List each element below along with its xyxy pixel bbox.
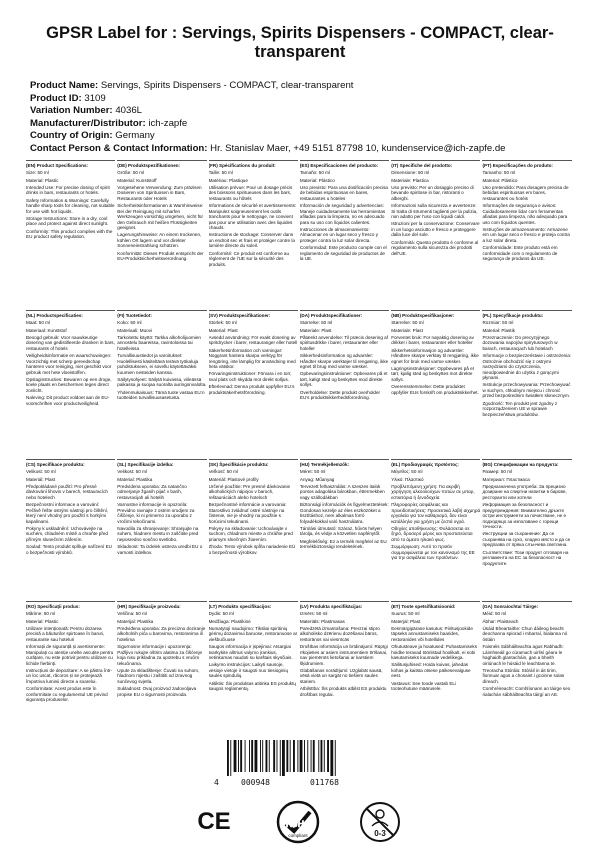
info-value: 3109 — [84, 92, 106, 104]
barcode-bar — [335, 740, 336, 776]
spec-line: Предназначена употреба: За прецизно дозиране на спиртни напитки в барове, ресторанти или хотели — [482, 483, 567, 500]
spec-band — [26, 160, 576, 306]
barcode-bar — [286, 740, 288, 772]
spec-line: Predviđena uporaba: Za precizno doziranje alkoholnih pića u barovima, restoranima ili hotelima — [117, 625, 206, 642]
spec-line: Biztonsági információk és figyelmeztetések: Gondosan kezelje az éles eszközöket a tisztításhoz, nem alkalmas forró folyadékokkal való használatra. — [299, 502, 389, 524]
barcode-digits-group-2: 011768 — [310, 778, 339, 787]
barcode-bar — [255, 740, 258, 772]
spec-line: Numatytoji naudojimo: Tiksliai spiritinių gėrimų dozavimui baruose, restoranuose ar viešbučiuose — [208, 625, 298, 642]
spec-cell — [391, 459, 480, 597]
barcode-bar — [280, 740, 281, 776]
spec-line: Sicherheitsinformationen & Warnhinweise: Bei der Reinigung mit scharfen Werkzeugen vorsichtig umgehen, nicht für den Gebrauch mit heißen Flüssigkeiten geeignet. — [117, 203, 204, 231]
spec-line: Maat: 50 ml — [26, 320, 50, 326]
spec-heading: (ET) Toote spetsifikatsioonid: — [391, 604, 456, 609]
spec-line: Instruções de armazenamento: Armazene em um lugar seco e fresco e proteja contra a luz solar direta. — [482, 226, 570, 243]
barcode-bar — [230, 740, 231, 776]
spec-line: Yhdenmukaisuus: Tämä tuote vastaa EU:n tuotteiden turvallisuusasetusta. — [117, 389, 205, 401]
barcode-bar — [304, 740, 305, 772]
spec-line: Przeznaczenie: Do precyzyjnego dozowania napojów spirytusowych w barach, restauracjach lub hotelach — [482, 334, 558, 351]
spec-line: Instrucțiuni de depozitare: A se păstra într-un loc uscat, răcoros și se protejează împotriva luminii directe a soarelui. — [26, 667, 113, 684]
spec-line: Navodila za shranjevanje: Shranjujte na suhem, hladnem mestu in zaščitite pred neposredno sončno svetlobo. — [117, 525, 199, 542]
info-label: Product Name: — [30, 80, 99, 91]
spec-line: Materiaali: Muovi — [117, 327, 153, 333]
spec-line: Turvallisuustiedot ja varoitukset: Huolellisesti käsiteltävä terävä työkaluja puhdistukseen, ei sovellu käytettäväksi kuumien nesteiden kanssa. — [117, 353, 199, 375]
rohs-text: RoHS — [285, 819, 311, 829]
spec-cell — [300, 160, 389, 306]
spec-heading: (IT) Specifiche del prodotto: — [391, 163, 453, 168]
spec-line: Bezpečnostné informácie a varovania: Starostlivo zvládnuť ostré nástroje na čistenie, nie je vhodný na použitie s horúcimi tekutinami. — [208, 502, 287, 524]
spec-line: Izmērs: 50 ml — [299, 611, 328, 617]
barcode-bar — [251, 740, 253, 772]
spec-line: Určené použitie: Pre presné dávkovanie alkoholických nápojov v baroch, reštauráciách alebo hoteloch — [208, 483, 291, 500]
spec-cell — [482, 459, 571, 597]
spec-heading: (PL) Specyfikacje produktu: — [482, 313, 544, 318]
spec-line: Instrucciones de almacenamiento: Almacenar en un lugar seco y fresco y proteger contra la luz solar directa. — [299, 226, 379, 243]
spec-heading: (FR) Spécifications du produit: — [208, 163, 276, 168]
spec-line: Lagringsinstruksjoner: Oppbevares på et tørt, kjølig sted og beskyttes mot direkte sollys. — [391, 365, 474, 382]
spec-line: Påtænkt anvendelse: Til præcis dosering af spiritusdrikke i barer, restauranter eller hoteller — [299, 334, 388, 351]
spec-heading: (NL) Productspecificaties: — [26, 313, 83, 318]
spec-heading: (PT) Especificações do produto: — [482, 163, 553, 168]
spec-line: Eesmärgipärane kasutus: Piiritusjookide täpseks annustamiseks baarides, restoranides või hotellides — [391, 625, 473, 642]
barcode-bar — [307, 740, 308, 772]
spec-line: Materiale: Plast — [299, 327, 332, 333]
spec-line: Vorgesehene Verwendung: Zum präzisen Dosieren von Spirituosen in Bars, Restaurants oder Hotels — [117, 184, 202, 201]
spec-line: Uso pretendido: Para dosagem precisa de bebidas espirituosas em bares, restaurantes ou hotéis — [482, 184, 569, 201]
spec-line: Ábhar: Plaisteach — [482, 618, 519, 624]
spec-line: Medžiaga: Plastikinė — [208, 618, 251, 624]
spec-cell — [482, 601, 571, 733]
spec-grid — [26, 160, 576, 737]
spec-line: Conformidade: Este produto está em conformidade com o regulamento de segurança de produtos da UE. — [482, 245, 558, 262]
spec-heading: (EL) Προδιαγραφές προϊόντος: — [391, 462, 459, 467]
spec-cell — [391, 160, 480, 306]
spec-line: Conformità: Questo prodotto è conforme al regolamento sulla sicurezza dei prodotti dell'UE. — [391, 239, 479, 256]
spec-heading: (ES) Especificaciones del producto: — [299, 163, 379, 168]
spec-cell — [26, 601, 115, 733]
spec-cell — [209, 459, 298, 597]
spec-line: Atbilstība: Šis produkts atbilst ES produktu drošības regulai. — [299, 686, 387, 697]
spec-line: Información de seguridad y advertencias: Maneje cuidadosamente las herramientas afiladas para la limpieza, no es adecuado para su uso con líquidos calientes. — [299, 203, 386, 225]
info-value: 4036L — [115, 105, 142, 116]
spec-line: Efterlevnad: Denna produkt uppfyller EU:s produktsäkerhetsförordning. — [208, 384, 295, 395]
spec-line: Tárolási útmutató: Száraz, hűvös helyen tárolja, és védje a közvetlen napfénytől. — [299, 525, 382, 537]
spec-line: Veľkosť: 50 ml — [208, 469, 238, 475]
spec-line: Materiale: Plastica — [391, 177, 429, 183]
spec-line: Conformitate: Acest produs este în conformitate cu regulamentul UE privind siguranța produselor. — [26, 686, 108, 703]
spec-heading: (RO) Specificații produs: — [26, 604, 80, 609]
barcode-bar — [234, 740, 237, 772]
spec-cell — [300, 310, 389, 455]
spec-line: Informations de sécurité et avertissements: Manipulez soigneusement les outils tranchants pour le nettoyage, ne convient pas pour une utilisation avec des liquides chauds. — [208, 203, 297, 231]
info-row — [30, 105, 580, 118]
spec-line: Material: Kunststoff — [117, 177, 157, 183]
spec-line: Informacje o bezpieczeństwie i ostrzeżenia: Ostrożnie obchodzić się z ostrymi narzędziami do czyszczenia, nieodpowiednie do użytku z gorącymi płynami. — [482, 353, 572, 381]
barcode-bar — [327, 740, 329, 772]
spec-line: Megfelelőség: Ez a termék megfelel az EU termékbiztonsági rendeletének. — [299, 538, 387, 550]
ce-mark-text: CE — [197, 808, 231, 835]
spec-line: Dydis: 50 ml — [208, 611, 234, 617]
spec-line: Size: 50 ml — [26, 170, 49, 176]
spec-line: Upute za skladištenje: Čuvati na suhom, hladnom mjestu i zaštititi od izravnog sunčevog svjetla. — [117, 667, 200, 684]
barcode-bar — [262, 740, 263, 772]
spec-heading: (LV) Produkta specifikācijas: — [299, 604, 363, 609]
spec-line: Storlek: 50 ml — [208, 320, 237, 326]
spec-line: Material: Plástico — [482, 177, 518, 183]
spec-cell — [391, 310, 480, 455]
rohs-sub-text: compliant — [288, 833, 308, 838]
spec-line: Material: Plastika — [117, 476, 153, 482]
spec-cell — [117, 310, 206, 455]
spec-line: Materiaal: Kunststof — [26, 327, 67, 333]
spec-line: Uso previsto: Per un dosaggio preciso di bevande spiritose in bar, ristoranti o alberghi. — [391, 184, 474, 201]
info-row — [30, 143, 580, 156]
spec-line: Størrelse: 50 ml — [391, 320, 424, 326]
spec-heading: (BG) Спецификации на продукта: — [482, 462, 559, 467]
spec-line: Sikkerhetsinformasjon og advarsler: Håndtere skarpe verktøy til rengjøring, ikke egnet for bruk med varme væsker. — [391, 347, 479, 364]
spec-line: Úsáid Bheartaithe: Chun dáileog beacht deochanna spiorad i mbarraí, bialanna nó óstáin — [482, 625, 568, 642]
barcode-bar — [266, 740, 268, 772]
spec-line: Predvidena uporaba: Za natančno odmerjanje žganih pijač v barih, restavracijah ali hotelih — [117, 483, 187, 500]
spec-line: Sikkerhedsinformation og advarsler: Håndter skarpe værktøjer til rengøring, ikke egnet til brug med varme væsker. — [299, 353, 389, 370]
spec-line: Instructions de stockage: Conserver dans un endroit sec et frais et protéger contre la lumière directe du soleil. — [208, 232, 295, 249]
spec-line: Säilytysohjeet: Säilytä kuivassa, viileässä paikassa ja suojaa suoralta auringonvalolta. — [117, 376, 207, 388]
spec-line: Comhréireacht: Comhlíonann an táirge seo rialachán sábháilteachta táirgí an AE. — [482, 686, 571, 697]
barcode-bar — [245, 740, 246, 772]
spec-line: Paredzētā izmantošana: Precīzai stipro alkoholisko dzērienu dozēšanai bāros, restorānos vai viesnīcās — [299, 625, 380, 642]
spec-heading: (HR) Specifikacije proizvoda: — [117, 604, 181, 609]
spec-cell — [482, 310, 571, 455]
barcode-bar — [297, 740, 298, 772]
spec-line: Vastavus: See toode vastab ELi tooteohutuse määrusele. — [391, 680, 456, 692]
info-value: Hr. Stanislav Maer, +49 5151 87798 10, kundenservice@ich-zapfe.de — [210, 142, 506, 154]
spec-line: Velikost: 50 ml — [117, 469, 147, 475]
barcode-bar — [269, 740, 270, 772]
spec-cell — [482, 160, 571, 306]
spec-line: Méret: 50 ml — [299, 469, 326, 475]
spec-line: Overholdelse: Dette produkt overholder EU's produktsikkerhedsforordning. — [299, 389, 381, 401]
spec-line: Съответствие: Този продукт отговаря на регламента на ЕС за безопасност на продуктите. — [482, 549, 569, 566]
barcode-bar — [238, 740, 239, 772]
age-warning-text: 0-3 — [374, 829, 386, 838]
barcode-bar — [282, 740, 285, 776]
spec-line: Laikymo instrukcijos: Laikyti sausoje, vėsioje vietoje ir saugoti nuo tiesioginių saulės spindulių. — [208, 662, 289, 679]
info-value: ich-zapfe — [148, 117, 188, 129]
spec-line: Säilitusjuhised: Hoida kuivas, jahedas kohas ja kaitsta otsese päikesevalguse eest. — [391, 662, 471, 679]
spec-line: Sigurnosne informacije i upozorenja: Pažljivo rukujte oštrim alatima za čišćenje koja nisu prikladna za upotrebu s vrućim tekućinama. — [117, 644, 203, 666]
spec-cell — [117, 601, 206, 733]
spec-line: Tarkoitettu käyttö: Tarkka alkoholijuomien annostelu baareissa, ravintoloissa tai hotelleissa — [117, 334, 201, 351]
spec-line: Treoracha Stórála: Stóráil in áit tirim, fionnuar agus a chosaint i gcoinne solas díreach. — [482, 667, 565, 684]
spec-line: Utilizare intenționată: Pentru dozarea precisă a băuturilor spirtoase în baruri, restaurante sau hoteluri — [26, 625, 105, 642]
barcode-bar — [273, 740, 275, 772]
spec-line: Saugos informacija ir įspėjimai: Atsargiai tvarkykite aštrius valymo įrankius, netinkamas naudoti su karštais skysčiais. — [208, 644, 293, 661]
spec-line: Pokyny na skladovanie: Uchovávajte v suchom, chladnom mieste a chráňte pred priamym slnečným žiarením. — [208, 525, 293, 542]
spec-heading: (DA) Produktspecifikationer: — [299, 313, 363, 318]
spec-line: Информация за безопасност и предупреждения: Внимателно дръжте остри инструменти за почистване, не е подходящо за използване с горещи течности. — [482, 502, 567, 530]
spec-line: Zhoda: Tento výrobok spĺňa nariadenie EÚ o bezpečnosti výrobkov. — [208, 544, 296, 555]
barcode — [225, 740, 375, 776]
spec-band — [26, 310, 576, 455]
spec-line: Mărime: 50 ml — [26, 611, 56, 617]
spec-line: Opslaginstructies: Bewaren op een droge, koele plaats en beschermen tegen direct zonlicht. — [26, 376, 112, 393]
spec-line: Istruzioni per la conservazione: Conservare in un luogo asciutto e fresco e proteggere dalla luce del sole. — [391, 221, 480, 238]
ce-mark-icon — [196, 802, 232, 838]
age-warning-icon — [358, 800, 402, 844]
spec-heading: (SK) Špecifikácie produktu: — [208, 462, 269, 467]
info-label: Country of Origin: — [30, 130, 113, 141]
spec-line: Soulad: Tento produkt splňuje nařízení EU o bezpečnosti výrobků. — [26, 544, 112, 555]
spec-line: Uso previsto: Para una dosificación precisa de bebidas espirituosas en bares, restaurantes u hoteles — [299, 184, 388, 201]
spec-line: Materiale: Plast — [391, 327, 423, 333]
spec-line: Utilisation prévue: Pour un dosage précis des boissons spiritueuses dans les bars, restaurants ou hôtels — [208, 184, 293, 201]
info-value: Servings, Spirits Dispensers - COMPACT, clear-transparent — [100, 80, 354, 91]
spec-heading: (FI) Tuotetiedot: — [117, 313, 152, 318]
spec-line: Tamanho: 50 ml — [482, 170, 516, 176]
barcode-digits-group-1: 000948 — [241, 778, 270, 787]
spec-cell — [391, 601, 480, 733]
spec-heading: (SL) Specifikacije izdelka: — [117, 462, 174, 467]
spec-line: Μέγεθος: 50 ml — [391, 469, 423, 475]
spec-heading: (DE) Produktspezifikationen: — [117, 163, 181, 168]
barcode-bar — [277, 740, 278, 772]
spec-line: Material: Plastic — [26, 618, 59, 624]
spec-line: Anyag: Műanyag — [299, 476, 335, 482]
barcode-bar — [318, 740, 319, 772]
spec-line: Informații de siguranță și avertismente: Manipulați cu atenție unelte ascuțite pentru curățare, nu este potrivit pentru utilizare cu lichide fierbinți. — [26, 644, 114, 666]
spec-line: Avsedd användning: För exakt dosering av spritdrycker i barer, restauranger eller hotell — [208, 334, 298, 346]
barcode-bar — [293, 740, 295, 772]
barcode-bar — [330, 740, 333, 776]
barcode-bar — [249, 740, 250, 772]
spec-line: Bezpečnostní informace a varování: Pečlivě řešte ostrými nástroji pro čištění, který není vhodný pro použití s horkými kapalinami. — [26, 502, 109, 524]
spec-line: Koko: 50 ml — [117, 320, 142, 326]
spec-line: Veličina: 50 ml — [117, 611, 147, 617]
page-title: GPSR Label for : Servings, Spirits Dispensers - COMPACT, clear-transparent — [46, 24, 554, 61]
spec-line: Intended Use: For precise dosing of spirit drinks in bars, restaurants or hotels. — [26, 184, 110, 196]
spec-heading: (CS) Specifikace produktu: — [26, 462, 85, 467]
spec-heading: (NB) Produktspesifikasjoner: — [391, 313, 455, 318]
info-row — [30, 118, 580, 131]
spec-cell — [117, 459, 206, 597]
spec-cell — [300, 459, 389, 597]
spec-line: Tamaño: 50 ml — [299, 170, 331, 176]
spec-heading: (EN) Product Specifications: — [26, 163, 89, 168]
info-label: Manufacturer/Distributor: — [30, 117, 146, 129]
spec-cell — [26, 160, 115, 306]
spec-line: Velikost: 50 ml — [26, 469, 56, 475]
info-label: Contact Person & Contact Information: — [30, 142, 208, 154]
spec-line: Material: Plástico — [299, 177, 335, 183]
spec-line: Instrukcje przechowywania: Przechowywać w suchym, chłodnym miejscu i chronić przed bezpośrednim światłem słonecznym. — [482, 382, 571, 399]
spec-line: Størrelse: 50 ml — [299, 320, 333, 326]
spec-line: Suurus: 50 ml — [391, 611, 420, 617]
spec-heading: (SV) Produktspecifikationer: — [208, 313, 271, 318]
spec-line: Πληροφορίες ασφάλειας και προειδοποιήσεις: Προσεκτικά λαβή αιχμηρά εργαλεία για τον καθαρισμό, δεν είναι κατάλληλο για χρήση με ζεστά υγρά. — [391, 502, 481, 524]
spec-line: Drošības informācija un brīdinājumi: Rūpīgi rīkojieties ar asiem instrumentiem tīrīšanai, nav piemērots lietošanai ar karstiem šķidrumiem. — [299, 644, 388, 666]
spec-line: Varnostne informacije in opozorila: Previdno ravnajte z ostrim orodjem za čiščenje, ki ni primerno za uporabo z vročimi tekočinami. — [117, 502, 195, 524]
spec-heading: (GA) Sonraíochtaí Táirge: — [482, 604, 539, 609]
spec-line: Storage Instructions: Store in a dry, cool place and protect against direct sunlight. — [26, 215, 109, 227]
spec-line: Materiāls: Plastmasas — [299, 618, 345, 624]
spec-cell — [209, 160, 298, 306]
info-value: Germany — [115, 130, 155, 141]
spec-band — [26, 601, 576, 733]
spec-line: Conformity: This product complies with the EU product safety regulation. — [26, 228, 113, 240]
spec-line: Naleving: Dit product voldoet aan de EU-voorschriften voor productveiligheid. — [26, 395, 110, 406]
spec-line: Conformité: Ce produit est conforme au règlement de l'UE sur la sécurité des produits. — [208, 250, 290, 267]
spec-cell — [209, 310, 298, 455]
compliance-logos — [0, 800, 600, 848]
spec-line: Předpokládané použití: Pro přesné dávkování lihovin v barech, restauracích nebo hotelech — [26, 483, 108, 500]
barcode-bar — [313, 740, 315, 772]
spec-line: Atitiktis: Šis produktas atitinka ES produktų saugos reglamentą. — [208, 680, 296, 692]
spec-line: Tervezett felhasználás: A szeszes italok pontos adagolása bárokban, éttermekben vagy szállodákban — [299, 483, 385, 500]
spec-line: Materiál: Plast — [26, 476, 56, 482]
spec-line: Skladnost: Ta izdelek ustreza uredbi EU o varnosti izdelkov. — [117, 544, 203, 555]
barcode-bar — [227, 740, 229, 776]
spec-line: Pokyny k uskladnění: Uchovávejte na suchém, chladném místě a chraňte před přímým slunečním zářením. — [26, 525, 108, 542]
spec-line: Размер: 50 ml — [482, 469, 513, 475]
spec-line: Υλικό: Πλαστικό — [391, 476, 424, 482]
rohs-icon — [276, 800, 320, 844]
spec-line: Οδηγίες αποθήκευσης: Φυλάσσεται σε ξηρό, δροσερό μέρος και προστατεύεται από το άμεσο ηλιακό φως. — [391, 525, 473, 542]
spec-line: Rozmiar: 50 ml — [482, 320, 514, 326]
spec-line: Méid: 50 ml — [482, 611, 507, 617]
info-row — [30, 130, 580, 143]
spec-line: Materiał: Plastik — [482, 327, 515, 333]
spec-line: Материал: Пластмаса — [482, 476, 530, 482]
spec-line: Materijal: Plastika — [117, 618, 154, 624]
spec-line: Zgodność: Ten produkt jest zgodny z rozporządzeniem UE w sprawie bezpieczeństwa produktów. — [482, 400, 558, 417]
spec-line: Matériau: Plastique — [208, 177, 248, 183]
spec-line: Lagerungshinweise: An einem trockenen, kühlen Ort lagern und vor direkter Sonneneinstrahlung schützen. — [117, 232, 202, 249]
spec-line: Informações de segurança e avisos: Cuidadosamente lidar com ferramentas afiadas para limpeza, não adequado para uso com líquidos quentes. — [482, 203, 568, 225]
spec-line: Taille: 50 ml — [208, 170, 233, 176]
spec-line: Forventet bruk: For nøyaktig dosering av drikker i barer, restauranter eller hoteller — [391, 334, 474, 346]
spec-line: Material: Plastic — [26, 177, 59, 183]
spec-line: Conformidad: Este producto cumple con el reglamento de seguridad de productos de la UE. — [299, 245, 387, 262]
spec-line: Veiligheidsinformatie en waarschuwingen: Voorzichtig met scherp gereedschap hanteren voor reiniging, niet geschikt voor gebruik met hete vloeistoffen. — [26, 353, 112, 375]
product-info — [30, 80, 580, 155]
spec-cell — [300, 601, 389, 733]
spec-line: Glabāšanas norādījumi: Uzglabāt sausā, vēsā vietā un sargāt no tiešiem saules stariem. — [299, 667, 383, 684]
barcode-bar — [300, 740, 303, 772]
barcode-bar — [311, 740, 312, 772]
spec-line: Overensstemmelse: Dette produktet oppfyller EUs forskrift om produktsikkerhet. — [391, 384, 479, 395]
info-label: Variation Number: — [30, 105, 113, 116]
barcode-bar — [321, 740, 323, 772]
barcode-bar — [240, 740, 242, 772]
spec-line: Förvaringsinstruktioner: Förvara i en torr, sval plats och skydda mot direkt solljus. — [208, 371, 292, 382]
spec-line: Informazioni sulla sicurezza e avvertenze: Si tratta di strumenti taglienti per la pulizia, non adatto per l'uso con liquidi caldi. — [391, 203, 478, 220]
info-row — [30, 93, 580, 106]
barcode-bar — [260, 740, 261, 772]
spec-line: Συμμόρφωση: Αυτό το προϊόν συμμορφώνεται με τον κανονισμό της ΕΕ για την ασφάλεια των προϊόντων. — [391, 544, 475, 561]
spec-line: Προβλεπόμενη χρήση: Για ακριβή χορήγηση αλκοολούχων ποτών σε μπαρ, εστιατόρια ή ξενοδοχεία — [391, 483, 475, 500]
barcode-bar — [290, 740, 291, 772]
spec-line: Konformität: Dieses Produkt entspricht der EU-Produktsicherheitsverordnung. — [117, 250, 204, 262]
spec-line: Dimensione: 50 ml — [391, 170, 430, 176]
info-row — [30, 80, 580, 93]
spec-band — [26, 459, 576, 597]
spec-cell — [117, 160, 206, 306]
spec-line: Säkerhetsinformation och varningar: Noggrant hantera skarpa verktyg för rengöring, inte lämplig för användning med heta vätskor. — [208, 347, 296, 370]
spec-line: Sukladnost: Ovaj proizvod zadovoljava propise EU o sigurnosti proizvoda. — [117, 686, 197, 697]
info-label: Product ID: — [30, 92, 82, 104]
spec-cell — [26, 310, 115, 455]
spec-line: Materiál: Plastové profily — [208, 476, 259, 482]
spec-heading: (LT) Produkto specifikacijos: — [208, 604, 272, 609]
spec-line: Safety Information & Warnings: Carefully handle sharp tools for cleaning, not suitable for use with hot liquids. — [26, 197, 115, 214]
spec-line: Ohutusteave ja hoiatused: Puhastamiseks hoidke teravad tööriistad hoolikalt, ei sobi kasutamiseks kuumade vedelikega. — [391, 644, 477, 661]
barcode-digit-left: 4 — [214, 778, 219, 787]
spec-cell — [209, 601, 298, 733]
spec-line: Инструкции за съхранение: Да се съхранява на сухо, хладно място и да се предпазва от пряка слънчева светлина. — [482, 531, 571, 548]
barcode-bar — [324, 740, 325, 772]
spec-cell — [26, 459, 115, 597]
spec-heading: (HU) Termékjellemzők: — [299, 462, 350, 467]
spec-line: Beoogd gebruik: Voor nauwkeurige dosering van gedistilleerde dranken in bars, restaurants of hotels — [26, 334, 115, 351]
spec-line: Opbevaringsinstruktioner: Opbevares på et tørt, køligt sted og beskyttes mod direkte sollys. — [299, 371, 388, 388]
spec-line: Material: Plast — [208, 327, 238, 333]
spec-line: Größe: 50 ml — [117, 170, 145, 176]
spec-line: Faisnéis Sábháilteachta agus Rabhadh: Láimhseáil go cúramach uirlisí géara le haghaidh glantacháin, gan a bheith oiriúnach le húsáid le leachtanna te. — [482, 644, 564, 666]
spec-line: Materjal: Plast — [391, 618, 421, 624]
